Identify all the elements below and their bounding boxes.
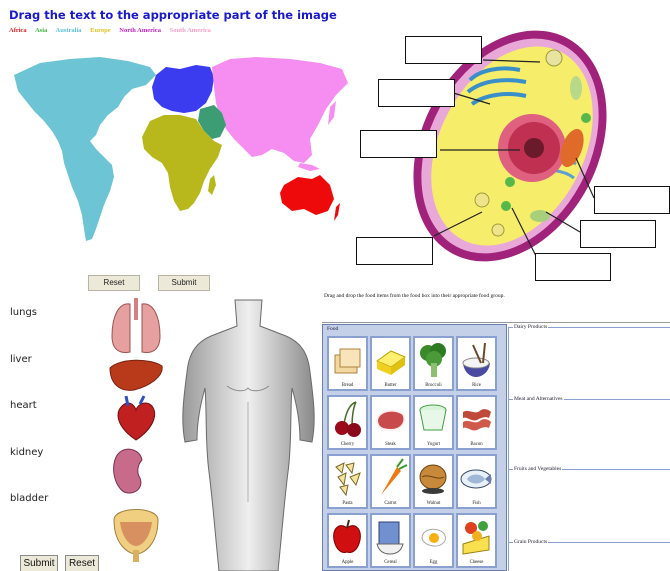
food-box <box>322 324 507 571</box>
cell-drop-box[interactable] <box>594 186 670 214</box>
food-item-label: Fish <box>472 501 481 506</box>
bacon-icon <box>459 398 494 440</box>
europe-region[interactable] <box>152 65 214 113</box>
continent-label-europe[interactable]: Europe <box>90 27 111 34</box>
apple-icon <box>330 516 365 558</box>
bread-icon <box>330 339 365 381</box>
food-item-broccoli[interactable] <box>413 336 454 391</box>
food-item-apple[interactable] <box>327 513 368 568</box>
egg-icon <box>416 516 451 558</box>
walnut-icon <box>416 457 451 499</box>
food-item-label: Cherry <box>340 442 355 447</box>
human-torso-image <box>175 292 322 571</box>
food-item-label: Walnut <box>426 501 441 506</box>
food-item-label: Egg <box>429 560 438 565</box>
australia-region[interactable] <box>280 175 334 215</box>
food-item-rice[interactable] <box>456 336 497 391</box>
food-item-bacon[interactable] <box>456 395 497 450</box>
cell-drop-box[interactable] <box>360 130 437 158</box>
world-map <box>0 45 350 245</box>
food-item-egg[interactable] <box>413 513 454 568</box>
fish-icon <box>459 457 494 499</box>
food-group-label: Dairy Products <box>514 324 548 330</box>
cell-drop-box[interactable] <box>405 36 482 64</box>
carrot-icon <box>373 457 408 499</box>
food-item-cereal[interactable] <box>370 513 411 568</box>
food-item-label: Cheese <box>469 560 484 565</box>
lungs-icon[interactable] <box>112 298 160 352</box>
asia-region[interactable] <box>212 57 348 163</box>
madagascar-region[interactable] <box>208 175 216 195</box>
organ-label-liver[interactable]: liver <box>10 354 32 365</box>
lysosome <box>501 201 511 211</box>
vacuole <box>546 50 562 66</box>
indonesia-region[interactable] <box>298 163 320 171</box>
broccoli-icon <box>416 339 451 381</box>
japan-region[interactable] <box>328 101 336 125</box>
food-item-label: Butter <box>384 383 397 388</box>
liver-icon[interactable] <box>110 360 162 390</box>
food-item-pasta[interactable] <box>327 454 368 509</box>
food-item-steak[interactable] <box>370 395 411 450</box>
mitochondrion <box>570 76 582 100</box>
cell-activity <box>350 0 670 292</box>
food-item-label: Carrot <box>384 501 397 506</box>
food-item-walnut[interactable] <box>413 454 454 509</box>
nucleolus <box>524 138 544 158</box>
heart-icon[interactable] <box>118 396 155 440</box>
food-item-label: Broccoli <box>425 383 442 388</box>
organ-label-heart[interactable]: heart <box>10 400 37 411</box>
kidney-icon[interactable] <box>114 449 142 493</box>
food-item-yogurt[interactable] <box>413 395 454 450</box>
map-submit-button[interactable]: Submit <box>158 275 210 291</box>
food-item-label: Bacon <box>470 442 483 447</box>
food-item-label: Bread <box>341 383 354 388</box>
continent-label-north-america[interactable]: North America <box>119 27 161 34</box>
food-activity <box>322 292 670 571</box>
continent-label-list <box>9 27 218 34</box>
lysosome <box>505 177 515 187</box>
yogurt-icon <box>416 398 451 440</box>
food-item-cheese[interactable] <box>456 513 497 568</box>
cheese-icon <box>459 516 494 558</box>
organ-label-bladder[interactable]: bladder <box>10 493 49 504</box>
food-instructions: Drag and drop the food items from the food box into their appropriate food group. <box>324 293 505 299</box>
butter-icon <box>373 339 408 381</box>
food-item-cherry[interactable] <box>327 395 368 450</box>
cell-drop-box[interactable] <box>580 220 656 248</box>
food-group-fruits-vegetables[interactable] <box>508 466 670 542</box>
continent-label-australia[interactable]: Australia <box>55 27 82 34</box>
vacuole <box>475 193 489 207</box>
food-group-meat[interactable] <box>508 396 670 469</box>
food-item-label: Rice <box>472 383 481 388</box>
food-group-label: Fruits and Vegetables <box>514 466 562 472</box>
cell-drop-box[interactable] <box>378 79 455 107</box>
organ-activity <box>0 292 322 571</box>
new-zealand-region[interactable] <box>334 203 340 221</box>
food-item-label: Apple <box>341 560 354 565</box>
continent-label-south-america[interactable]: South America <box>169 27 211 34</box>
food-group-label: Grain Products <box>514 539 548 545</box>
vacuole <box>492 224 504 236</box>
organ-reset-button[interactable]: Reset <box>65 555 99 571</box>
organ-label-kidney[interactable]: kidney <box>10 447 44 458</box>
map-reset-button[interactable]: Reset <box>88 275 140 291</box>
continent-label-asia[interactable]: Asia <box>34 27 48 34</box>
map-activity <box>0 0 350 295</box>
map-instructions: Drag the text to the appropriate part of the image <box>9 8 337 22</box>
bladder-icon[interactable] <box>114 510 158 563</box>
organ-column <box>100 292 172 571</box>
food-item-label: Cereal <box>384 560 397 565</box>
organ-submit-button[interactable]: Submit <box>20 555 58 571</box>
food-item-label: Steak <box>385 442 396 447</box>
organ-label-lungs[interactable]: lungs <box>10 307 38 318</box>
continent-label-africa[interactable]: Africa <box>9 27 27 34</box>
food-group-label: Meat and Alternatives <box>514 396 563 402</box>
food-item-fish[interactable] <box>456 454 497 509</box>
pasta-icon <box>330 457 365 499</box>
cherry-icon <box>330 398 365 440</box>
divider <box>322 322 670 323</box>
lysosome <box>581 113 591 123</box>
americas-region[interactable] <box>14 57 156 241</box>
food-item-bread[interactable] <box>327 336 368 391</box>
food-item-carrot[interactable] <box>370 454 411 509</box>
food-group-grain[interactable] <box>508 539 670 571</box>
rice-icon <box>459 339 494 381</box>
steak-icon <box>373 398 408 440</box>
cell-drop-box[interactable] <box>535 253 611 281</box>
food-item-label: Pasta <box>342 501 353 506</box>
cereal-icon <box>373 516 408 558</box>
food-item-butter[interactable] <box>370 336 411 391</box>
mitochondrion <box>530 210 550 222</box>
cell-drop-box[interactable] <box>356 237 433 265</box>
food-box-label: Food <box>327 326 339 332</box>
food-item-label: Yogurt <box>426 442 441 447</box>
food-group-dairy[interactable] <box>508 324 670 399</box>
